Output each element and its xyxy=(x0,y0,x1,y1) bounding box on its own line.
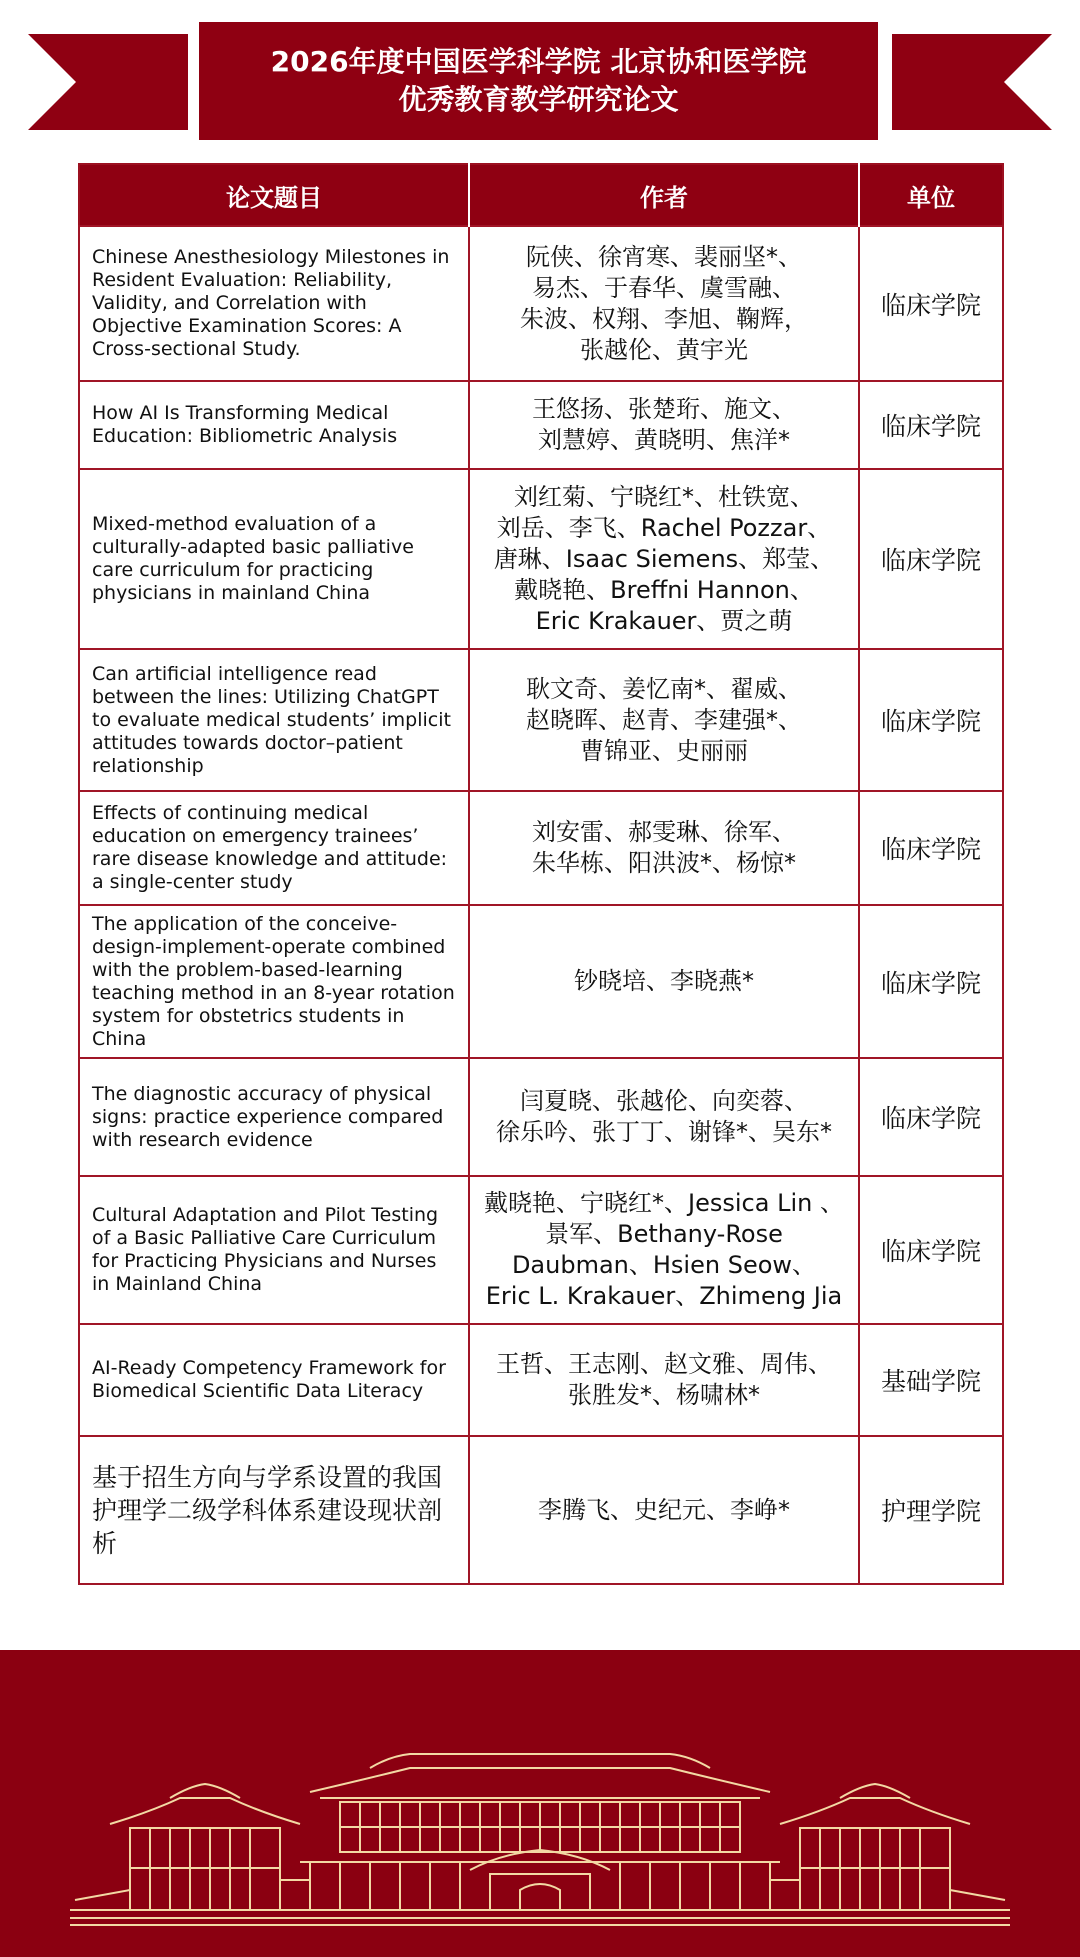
paper-unit: 临床学院 xyxy=(859,649,1003,791)
paper-title: Can artificial intelligence read between the lines: Utilizing ChatGPT to evaluate medical students’ implicit attitudes towards doctor–patient relationship xyxy=(79,649,469,791)
table-row xyxy=(79,1176,1003,1324)
author-line: 王悠扬、张楚珩、施文、 xyxy=(532,395,796,423)
author-line: 刘红菊、宁晓红*、杜铁宽、 xyxy=(514,482,814,511)
author-line: 易杰、于春华、虞雪融、 xyxy=(532,273,796,302)
author-line: 耿文奇、姜忆南*、翟威、 xyxy=(526,674,802,703)
paper-title: Effects of continuing medical education on emergency trainees’ rare disease knowledge and attitude: a single-center study xyxy=(79,791,469,905)
author-line: 刘安雷、郝雯琳、徐军、 xyxy=(532,818,796,846)
paper-title: 基于招生方向与学系设置的我国护理学二级学科体系建设现状剖析 xyxy=(79,1436,469,1584)
paper-authors xyxy=(469,1176,859,1324)
author-line: 刘岳、李飞、Rachel Pozzar、 xyxy=(496,513,832,542)
paper-title: Mixed-method evaluation of a culturally-adapted basic palliative care curriculum for practicing physicians in mainland China xyxy=(79,469,469,649)
column-header-unit: 单位 xyxy=(859,164,1003,226)
author-line: 张越伦、黄宇光 xyxy=(580,335,748,364)
paper-authors xyxy=(469,226,859,381)
paper-table-wrap xyxy=(78,163,1002,1585)
column-header-title: 论文题目 xyxy=(79,164,469,226)
author-line: 阮侠、徐宵寒、裴丽坚*、 xyxy=(526,242,802,271)
author-line: 钞晓培、李晓燕* xyxy=(574,967,754,995)
paper-unit: 临床学院 xyxy=(859,1176,1003,1324)
paper-authors xyxy=(469,791,859,905)
page-title xyxy=(199,22,878,140)
paper-unit: 护理学院 xyxy=(859,1436,1003,1584)
paper-title: The diagnostic accuracy of physical signs: practice experience compared with research evidence xyxy=(79,1058,469,1176)
paper-authors xyxy=(469,649,859,791)
paper-authors xyxy=(469,1058,859,1176)
paper-unit: 基础学院 xyxy=(859,1324,1003,1436)
paper-unit: 临床学院 xyxy=(859,791,1003,905)
paper-unit: 临床学院 xyxy=(859,469,1003,649)
paper-unit: 临床学院 xyxy=(859,226,1003,381)
table-row xyxy=(79,791,1003,905)
paper-unit: 临床学院 xyxy=(859,381,1003,469)
table-header-row xyxy=(79,164,1003,226)
paper-table xyxy=(78,163,1004,1585)
table-row xyxy=(79,1324,1003,1436)
paper-unit: 临床学院 xyxy=(859,1058,1003,1176)
palace-building-icon xyxy=(70,1750,1010,1930)
paper-title: How AI Is Transforming Medical Education: Bibliometric Analysis xyxy=(79,381,469,469)
author-line: 景军、Bethany-Rose xyxy=(545,1220,783,1248)
title-line-2: 优秀教育教学研究论文 xyxy=(398,83,679,116)
paper-authors xyxy=(469,905,859,1058)
paper-authors xyxy=(469,381,859,469)
paper-authors xyxy=(469,469,859,649)
author-line: Eric L. Krakauer、Zhimeng Jia xyxy=(485,1282,843,1310)
author-line: 张胜发*、杨啸林* xyxy=(568,1381,760,1409)
author-line: 赵晓晖、赵青、李建强*、 xyxy=(526,705,802,734)
table-row xyxy=(79,1058,1003,1176)
author-line: 戴晓艳、Breffni Hannon、 xyxy=(514,575,814,604)
title-line-1: 2026年度中国医学科学院 北京协和医学院 xyxy=(270,45,807,78)
author-line: 朱波、权翔、李旭、鞠辉， xyxy=(520,304,808,333)
author-line: 曹锦亚、史丽丽 xyxy=(580,736,748,765)
paper-authors xyxy=(469,1324,859,1436)
author-line: 戴晓艳、宁晓红*、Jessica Lin 、 xyxy=(484,1189,844,1217)
author-line: 唐琳、Isaac Siemens、郑莹、 xyxy=(493,544,835,573)
paper-title: AI-Ready Competency Framework for Biomedical Scientific Data Literacy xyxy=(79,1324,469,1436)
author-line: 王哲、王志刚、赵文雅、周伟、 xyxy=(496,1350,832,1378)
paper-title: The application of the conceive-design-implement-operate combined with the problem-based-learning teaching method in an 8-year rotation system for obstetrics students in China xyxy=(79,905,469,1058)
author-line: Eric Krakauer、贾之萌 xyxy=(535,606,793,635)
author-line: Daubman、Hsien Seow、 xyxy=(511,1251,817,1279)
footer-banner xyxy=(0,1650,1080,1957)
ribbon-left xyxy=(28,34,188,130)
table-row xyxy=(79,905,1003,1058)
table-row xyxy=(79,469,1003,649)
column-header-authors: 作者 xyxy=(469,164,859,226)
ribbon-right xyxy=(892,34,1052,130)
table-row xyxy=(79,649,1003,791)
paper-title: Cultural Adaptation and Pilot Testing of a Basic Palliative Care Curriculum for Practicing Physicians and Nurses in Mainland China xyxy=(79,1176,469,1324)
paper-unit: 临床学院 xyxy=(859,905,1003,1058)
author-line: 闫夏晓、张越伦、向奕蓉、 xyxy=(520,1087,808,1115)
table-row xyxy=(79,381,1003,469)
paper-title: Chinese Anesthesiology Milestones in Resident Evaluation: Reliability, Validity, and Correlation with Objective Examination Scores: A Cross-sectional Study. xyxy=(79,226,469,381)
paper-authors xyxy=(469,1436,859,1584)
author-line: 李腾飞、史纪元、李峥* xyxy=(538,1495,790,1524)
table-row xyxy=(79,1436,1003,1584)
author-line: 朱华栋、阳洪波*、杨惊* xyxy=(532,849,796,877)
author-line: 徐乐吟、张丁丁、谢锋*、吴东* xyxy=(496,1118,832,1146)
header-banner xyxy=(0,0,1080,150)
table-row xyxy=(79,226,1003,381)
author-line: 刘慧婷、黄晓明、焦洋* xyxy=(538,426,790,454)
